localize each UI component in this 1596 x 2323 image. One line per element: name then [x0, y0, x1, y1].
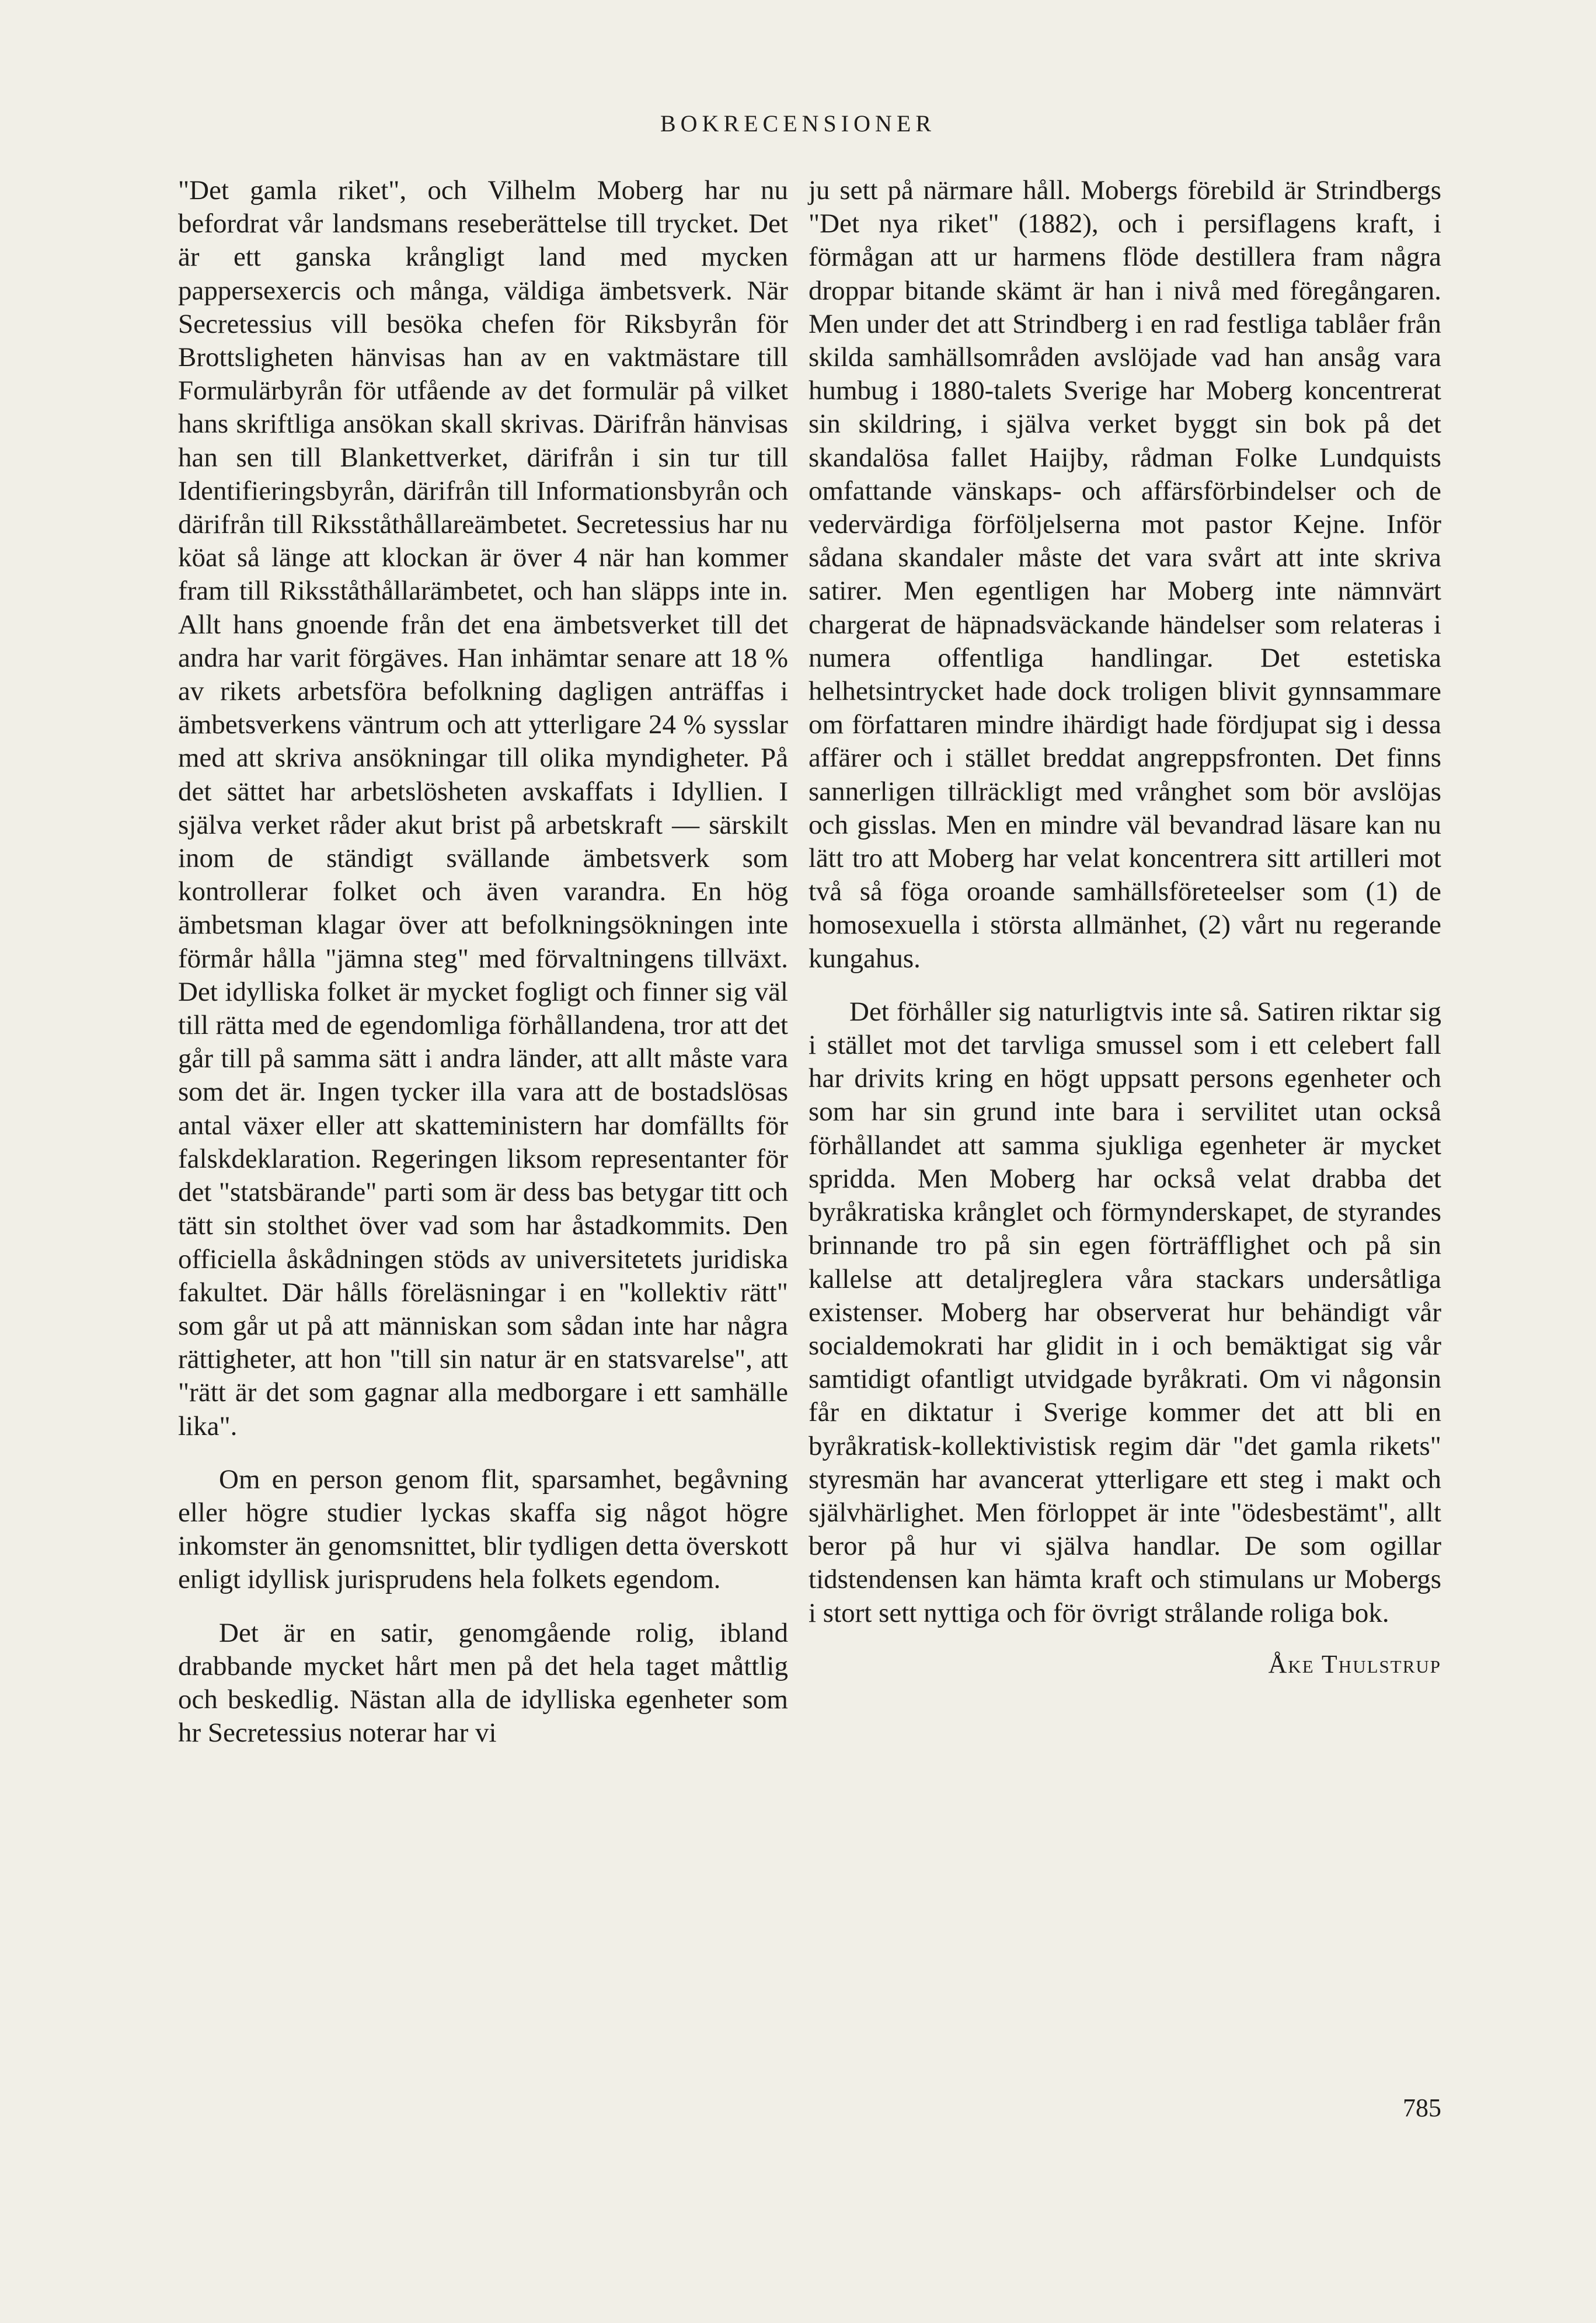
running-head: BOKRECENSIONER — [660, 110, 936, 137]
paragraph: "Det gamla riket", och Vilhelm Moberg har nu befordrat vår landsmans reseberättelse till trycket. Det är ett ganska krångligt land med mycken pappersexercis och många, väldiga ämbetsverk. När Secretessius vill besöka chefen för Riksbyrån för Brottsligheten hänvisas han av en vaktmästare till Formulärbyrån för utfående av det formulär på vilket hans skriftliga ansökan skall skrivas. Därifrån hänvisas han sen till Blankettverket, därifrån i sin tur till Identifieringsbyrån, därifrån till Informationsbyrån och därifrån till Riksståthållareämbetet. Secretessius har nu köat så länge att klockan är över 4 när han kommer fram till Riksståthållarämbetet, och han släpps inte in. Allt hans gnoende från det ena ämbetsverket till det andra har varit förgäves. Han inhämtar senare att 18 % av rikets arbetsföra befolkning dagligen anträffas i ämbetsverkens väntrum och att ytterligare 24 % sysslar med att skriva ansökningar till olika myndigheter. På det sättet har arbetslösheten avskaffats i Idyllien. I själva verket råder akut brist på arbetskraft — särskilt inom de ständigt svällande ämbetsverk som kontrollerar folket och även varandra. En hög ämbetsman klagar över att befolkningsökningen inte förmår hålla "jämna steg" med förvaltningens tillväxt. Det idylliska folket är mycket fogligt och finner sig väl till rätta med de egendomliga förhållandena, tror att det går till på samma sätt i andra länder, att allt måste vara som det är. Ingen tycker illa vara att de bostadslösas antal växer eller att skatteministern har domfällts för falskdeklaration. Regeringen liksom representanter för det "statsbärande" parti som är dess bas betygar titt och tätt sin stolthet över vad som har åstadkommits. Den officiella åskådningen stöds av universitetets juridiska fakultet. Där hålls föreläsningar i en "kollektiv rätt" som går ut på att människan som sådan inte har några rättigheter, att hon "till sin natur är en statsvarelse", att "rätt är det som gagnar alla medborgare i ett samhälle lika". — [178, 175, 788, 1441]
author-signature: Åke Thulstrup — [1268, 1649, 1441, 1678]
right-column — [809, 174, 1441, 1681]
page-number: 785 — [1403, 2094, 1441, 2122]
paragraph: Det förhåller sig naturligtvis inte så. Satiren riktar sig i stället mot det tarvliga smussel som i ett celebert fall har drivits kring en högt uppsatt persons egenheter och som har sin grund inte bara i servilitet utan också förhållandet att samma sjukliga egenheter är mycket spridda. Men Moberg har också velat drabba det byråkratiska krånglet och förmynderskapet, de styrandes brinnande tro på sin egen förträfflighet och på sin kallelse att detaljreglera våra stackars undersåtliga existenser. Moberg har observerat hur behändigt vår socialdemokrati har glidit in i och bemäktigat sig vår samtidigt ofantligt utvidgade byråkrati. Om vi någonsin får en diktatur i Sverige kommer det att bli en byråkratisk-kollektivistisk regim där "det gamla rikets" styresmän har avancerat ytterligare ett steg i makt och självhärlighet. Men förloppet är inte "ödesbestämt", allt beror på hur vi själva handlar. De som ogillar tidstendensen kan hämta kraft och stimulans ur Mobergs i stort sett nyttiga och för övrigt strålande roliga bok. — [809, 996, 1441, 1628]
paragraph: Om en person genom flit, sparsamhet, begåvning eller högre studier lyckas skaffa sig något högre inkomster än genomsnittet, blir tydligen detta överskott enligt idyllisk jurisprudens hela folkets egendom. — [178, 1464, 788, 1595]
paragraph: ju sett på närmare håll. Mobergs förebild är Strindbergs "Det nya riket" (1882), och i persiflagens kraft, i förmågan att ur harmens flöde destillera fram några droppar bitande skämt är han i nivå med föregångaren. Men under det att Strindberg i en rad festliga tablåer från skilda samhällsområden avslöjade vad han ansåg vara humbug i 1880-talets Sverige har Moberg koncentrerat sin skildring, i själva verket byggt sin bok på det skandalösa fallet Haijby, rådman Folke Lundquists omfattande vänskaps- och affärsförbindelser och de vedervärdiga förföljelserna mot pastor Kejne. Inför sådana skandaler måste det vara svårt att inte skriva satirer. Men egentligen har Moberg inte nämnvärt chargerat de häpnadsväckande händelser som relateras i numera offentliga handlingar. Det estetiska helhetsintrycket hade dock troligen blivit gynnsammare om författaren mindre ihärdigt hade fördjupat sig i dessa affärer och i stället breddat angreppsfronten. Det finns sannerligen tillräckligt med vrånghet som bör avslöjas och gisslas. Men en mindre väl bevandrad läsare kan nu lätt tro att Moberg har velat koncentrera sitt artilleri mot två så föga oroande samhällsföreteelser som (1) de homosexuella i största allmänhet, (2) vårt nu regerande kungahus. — [809, 175, 1441, 974]
left-column — [178, 174, 788, 1750]
paragraph: Det är en satir, genomgående rolig, ibland drabbande mycket hårt men på det hela taget måttlig och beskedlig. Nästan alla de idylliska egenheter som hr Secretessius noterar har vi — [178, 1617, 788, 1749]
